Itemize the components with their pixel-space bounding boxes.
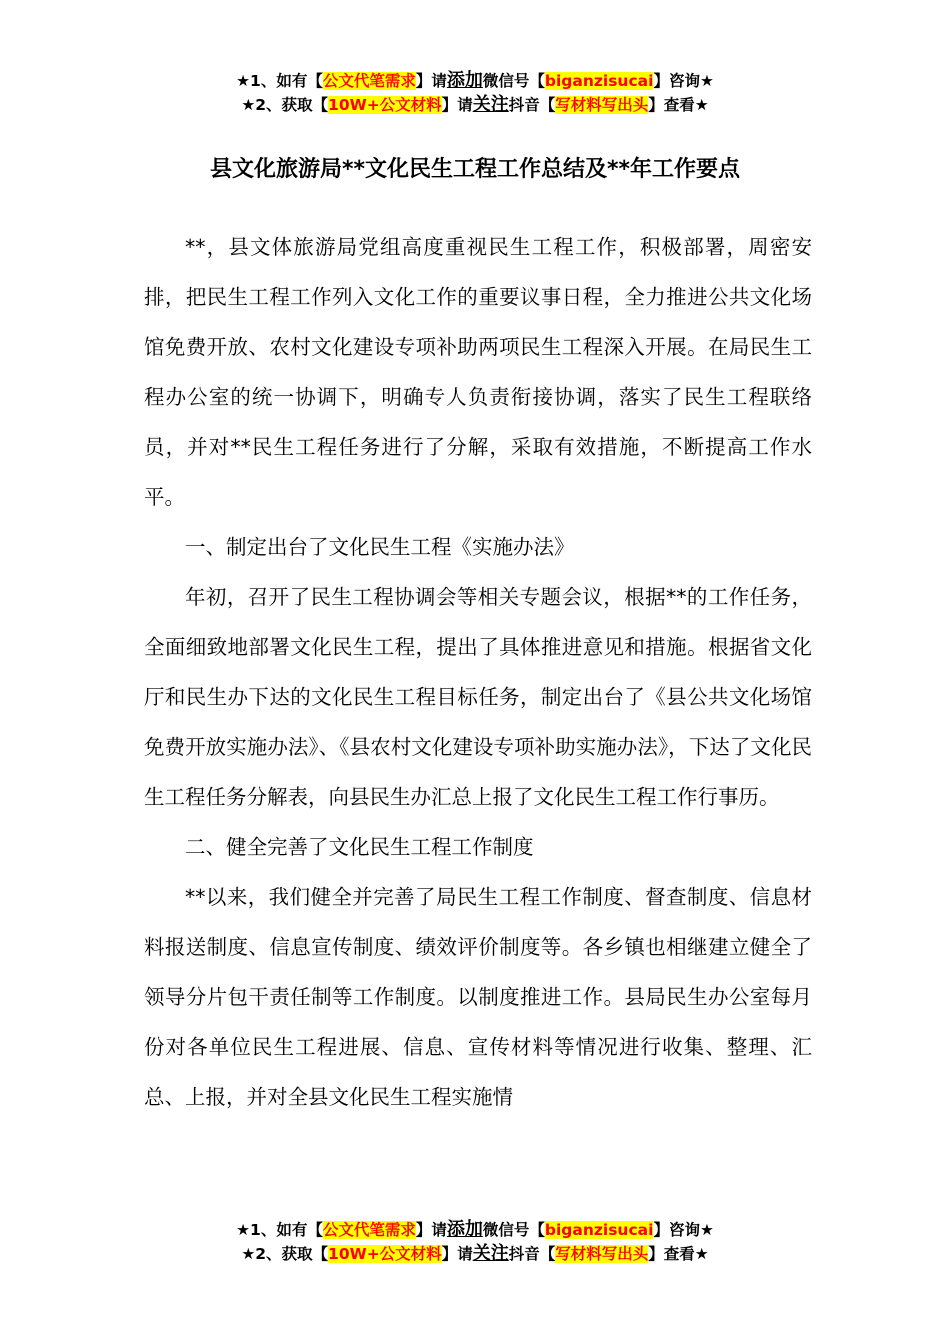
banner-highlight: 公文代笔需求 xyxy=(322,1221,416,1239)
banner-emphasis: 添加 xyxy=(446,1219,483,1240)
banner-text: 抖音【 xyxy=(508,1245,556,1263)
banner-line-2 xyxy=(0,93,950,117)
section-heading-2: 二、健全完善了文化民生工程工作制度 xyxy=(185,835,534,859)
banner-emphasis: 关注 xyxy=(472,1243,509,1264)
banner-highlight: 写材料写出头 xyxy=(555,1245,649,1263)
banner-text: 】咨询★ xyxy=(653,72,714,90)
banner-text: 抖音【 xyxy=(508,96,556,114)
banner-highlight: 公文代笔需求 xyxy=(322,72,416,90)
document-body xyxy=(144,222,812,1122)
paragraph-section-2: **以来，我们健全并完善了局民生工程工作制度、督查制度、信息材料报送制度、信息宣传制度、绩效评价制度等。各乡镇也相继建立健全了领导分片包干责任制等工作制度。以制度推进工作。县局民生办公室每月份对各单位民生工程进展、信息、宣传材料等情况进行收集、整理、汇总、上报，并对全县文化民生工程实施情 xyxy=(144,885,812,1109)
banner-emphasis: 关注 xyxy=(472,94,509,115)
banner-text: 】请 xyxy=(441,96,473,114)
banner-text: ★1、如有【 xyxy=(236,72,323,90)
banner-highlight: 10W+公文材料 xyxy=(328,1245,442,1263)
banner-line-1 xyxy=(0,69,950,93)
banner-highlight: biganzisucai xyxy=(544,1221,654,1239)
banner-text: 】查看★ xyxy=(648,96,709,114)
banner-text: 微信号【 xyxy=(482,1221,545,1239)
document-title: 县文化旅游局**文化民生工程工作总结及**年工作要点 xyxy=(209,157,741,182)
banner-text: 】查看★ xyxy=(648,1245,709,1263)
banner-text: 】咨询★ xyxy=(653,1221,714,1239)
banner-highlight: biganzisucai xyxy=(544,72,654,90)
paragraph-section-1: 年初，召开了民生工程协调会等相关专题会议，根据**的工作任务，全面细致地部署文化民生工程，提出了具体推进意见和措施。根据省文化厅和民生办下达的文化民生工程目标任务，制定出台了《县公共文化场馆免费开放实施办法》、《县农村文化建设专项补助实施办法》，下达了文化民生工程任务分解表，向县民生办汇总上报了文化民生工程工作行事历。 xyxy=(144,585,812,809)
banner-text: ★2、获取【 xyxy=(241,96,329,114)
banner-text: ★1、如有【 xyxy=(236,1221,323,1239)
banner-text: 微信号【 xyxy=(482,72,545,90)
banner-line-1 xyxy=(0,1218,950,1242)
banner-highlight: 写材料写出头 xyxy=(555,96,649,114)
banner-highlight: 10W+公文材料 xyxy=(328,96,442,114)
section-heading-1: 一、制定出台了文化民生工程《实施办法》 xyxy=(185,535,575,559)
banner-text: 】请 xyxy=(441,1245,473,1263)
header-banner xyxy=(0,69,950,117)
banner-text: ★2、获取【 xyxy=(241,1245,329,1263)
footer-banner xyxy=(0,1218,950,1266)
banner-emphasis: 添加 xyxy=(446,70,483,91)
banner-text: 】请 xyxy=(415,72,447,90)
paragraph-intro: **，县文体旅游局党组高度重视民生工程工作，积极部署，周密安排，把民生工程工作列入文化工作的重要议事日程，全力推进公共文化场馆免费开放、农村文化建设专项补助两项民生工程深入开展。在局民生工程办公室的统一协调下，明确专人负责衔接协调，落实了民生工程联络员，并对**民生工程任务进行了分解，采取有效措施，不断提高工作水平。 xyxy=(144,235,812,509)
banner-text: 】请 xyxy=(415,1221,447,1239)
banner-line-2 xyxy=(0,1242,950,1266)
